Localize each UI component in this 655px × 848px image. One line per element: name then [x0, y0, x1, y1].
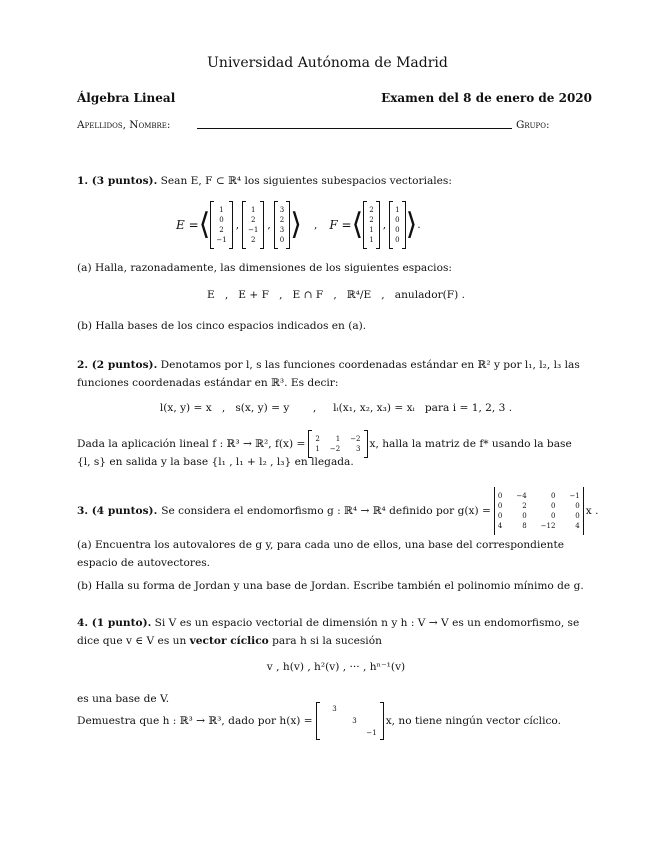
q4-intro-b: para h si la sucesión: [272, 635, 382, 647]
matrix-entry: 0: [575, 502, 580, 510]
q4-claim: [77, 702, 597, 740]
matrix-entry: 0: [497, 502, 503, 510]
q2-formula: [77, 402, 595, 414]
matrix-blank-entry: [343, 727, 357, 739]
q4-keyword: vector cíclico: [189, 635, 269, 647]
vector-entry: 0: [395, 236, 400, 244]
q2-matrix: [312, 434, 363, 454]
comma: ,: [313, 219, 318, 231]
matrix-diagonal-entry: −1: [366, 729, 377, 737]
column-vector: [393, 205, 401, 245]
q4-text-pre: Demuestra que h : ℝ³ → ℝ³, dado por h(x) =: [77, 715, 313, 727]
q3-text-post: x .: [585, 505, 599, 517]
q1-part-b: (b) Halla bases de los cinco espacios indicados en (a).: [77, 320, 367, 332]
q1-subspaces: [176, 196, 506, 254]
q3-part-b: (b) Halla su forma de Jordan y una base de Jordan. Escribe también el polinomio mínimo de g.: [77, 580, 584, 592]
vector-entry: 1: [369, 226, 374, 234]
q2-formula-text: l(x, y) = x , s(x, y) = y , lᵢ(x₁, x₂, x₃) = xᵢ para i = 1, 2, 3 .: [159, 402, 513, 414]
matrix-entry: 2: [522, 502, 527, 510]
matrix-entry: −12: [540, 522, 556, 530]
q1-spaces: [77, 289, 595, 301]
vector-entry: 2: [250, 236, 256, 244]
matrix-entry: 0: [550, 492, 556, 500]
q2-line2: {l, s} en salida y la base {l₁ , l₁ + l₂ , l₃} en llegada.: [77, 456, 354, 468]
vector-entry: 0: [395, 216, 400, 224]
column-vector: [214, 205, 228, 245]
q2-intro-text: Denotamos por l, s las funciones coordenadas estándar en ℝ² y por l₁, l₂, l₃ las funciones coordenadas estándar en ℝ³. Es decir:: [77, 359, 580, 389]
matrix-entry: 4: [497, 522, 503, 530]
matrix-blank-entry: [323, 727, 337, 739]
q4-text-post: x, no tiene ningún vector cíclico.: [385, 715, 561, 727]
right-bracket: [260, 201, 264, 249]
right-bracket: [376, 201, 380, 249]
q1-intro-text: Sean E, F ⊂ ℝ⁴ los siguientes subespacios vectoriales:: [160, 175, 452, 187]
matrix-entry: 1: [335, 435, 341, 443]
F-vectors: [363, 201, 405, 249]
vector-separator: ,: [382, 219, 387, 231]
vector-entry: 0: [395, 226, 400, 234]
matrix-entry: 0: [497, 492, 503, 500]
vector-entry: 2: [369, 206, 374, 214]
matrix-entry: −2: [350, 435, 361, 443]
column-vector: [246, 205, 260, 245]
matrix-diagonal-entry: 3: [352, 717, 357, 725]
period: .: [417, 219, 421, 231]
right-bracket: [229, 201, 233, 249]
right-bracket: [380, 702, 384, 740]
left-angle: ⟨: [351, 207, 364, 242]
F-label: F =: [329, 218, 352, 232]
vector-entry: 1: [395, 206, 400, 214]
q1-part-a: (a) Halla, razonadamente, las dimensiones de los siguientes espacios:: [77, 262, 452, 274]
matrix-blank-entry: [323, 715, 337, 727]
q4-basis: es una base de V.: [77, 693, 170, 705]
right-angle: ⟩: [290, 207, 302, 242]
matrix-entry: 8: [522, 522, 527, 530]
matrix-entry: 0: [522, 512, 527, 520]
vector-entry: 1: [250, 206, 256, 214]
q4-intro-a: Si V es un espacio vectorial de dimensión n y h : V → V es un endomorfismo, se dice que v ∈ V es un: [77, 617, 580, 647]
vector-separator: ,: [267, 219, 271, 231]
q3-matrix: [495, 491, 583, 531]
matrix-blank-entry: [363, 703, 377, 715]
q2-intro: [77, 356, 595, 392]
university-title: Universidad Autónoma de Madrid: [207, 55, 448, 71]
q3-title: 3. (4 puntos).: [77, 505, 158, 517]
matrix-entry: 0: [575, 512, 580, 520]
vector-entry: 0: [279, 236, 285, 244]
vector-entry: 2: [279, 216, 285, 224]
matrix-blank-entry: [363, 715, 377, 727]
vector-entry: −1: [248, 226, 259, 234]
matrix-entry: 0: [550, 512, 556, 520]
vector-entry: 2: [219, 226, 224, 234]
q4-matrix: [320, 703, 380, 739]
left-angle: ⟨: [198, 207, 211, 242]
E-vectors: [210, 201, 290, 249]
q2-text-pre: Dada la aplicación lineal f : ℝ³ → ℝ², f(x) =: [77, 438, 306, 450]
vector-entry: 1: [219, 206, 224, 214]
matrix-entry: 3: [356, 445, 361, 453]
q4-intro: [77, 614, 595, 650]
q2-text-post: x, halla la matriz de f* usando la base: [369, 438, 572, 450]
matrix-entry: −1: [569, 492, 580, 500]
right-angle: ⟩: [405, 207, 418, 242]
vector-separator: ,: [235, 219, 240, 231]
course-title: Álgebra Lineal: [77, 91, 176, 105]
group-label: Grupo:: [516, 119, 550, 131]
q3-intro: [77, 487, 597, 535]
exam-date: Examen del 8 de enero de 2020: [381, 91, 592, 105]
vector-entry: −1: [216, 236, 227, 244]
E-label: E =: [176, 218, 199, 232]
q4-title: 4. (1 punto).: [77, 617, 152, 629]
q1-spaces-text: E , E + F , E ∩ F , ℝ⁴/E , anulador(F) .: [206, 289, 465, 301]
matrix-entry: 2: [315, 435, 320, 443]
q1-title: 1. (3 puntos).: [77, 175, 158, 187]
q4-sequence: v , h(v) , h²(v) , ··· , hⁿ⁻¹(v): [266, 661, 406, 673]
matrix-entry: 4: [575, 522, 580, 530]
q2-title: 2. (2 puntos).: [77, 359, 158, 371]
q1-intro: [77, 172, 595, 190]
vector-entry: 1: [369, 236, 374, 244]
right-bracket: [583, 487, 584, 535]
q3-text-pre: Se considera el endomorfismo g : ℝ⁴ → ℝ⁴ definido por g(x) =: [161, 505, 491, 517]
matrix-entry: 1: [315, 445, 320, 453]
vector-entry: 2: [369, 216, 374, 224]
column-vector: [367, 205, 375, 245]
name-field[interactable]: [197, 128, 512, 129]
matrix-entry: 0: [497, 512, 503, 520]
vector-entry: 3: [279, 226, 285, 234]
q3-part-a: (a) Encuentra los autovalores de g y, para cada uno de ellos, una base del correspondiente espacio de autovectores.: [77, 539, 564, 569]
vector-entry: 3: [279, 206, 285, 214]
vector-entry: 2: [250, 216, 256, 224]
matrix-entry: 0: [550, 502, 556, 510]
vector-entry: 0: [219, 216, 224, 224]
matrix-entry: −4: [516, 492, 527, 500]
column-vector: [278, 205, 286, 245]
matrix-entry: −2: [329, 445, 341, 453]
matrix-blank-entry: [343, 703, 357, 715]
matrix-diagonal-entry: 3: [332, 705, 337, 713]
name-label: Apellidos, Nombre:: [77, 119, 171, 131]
